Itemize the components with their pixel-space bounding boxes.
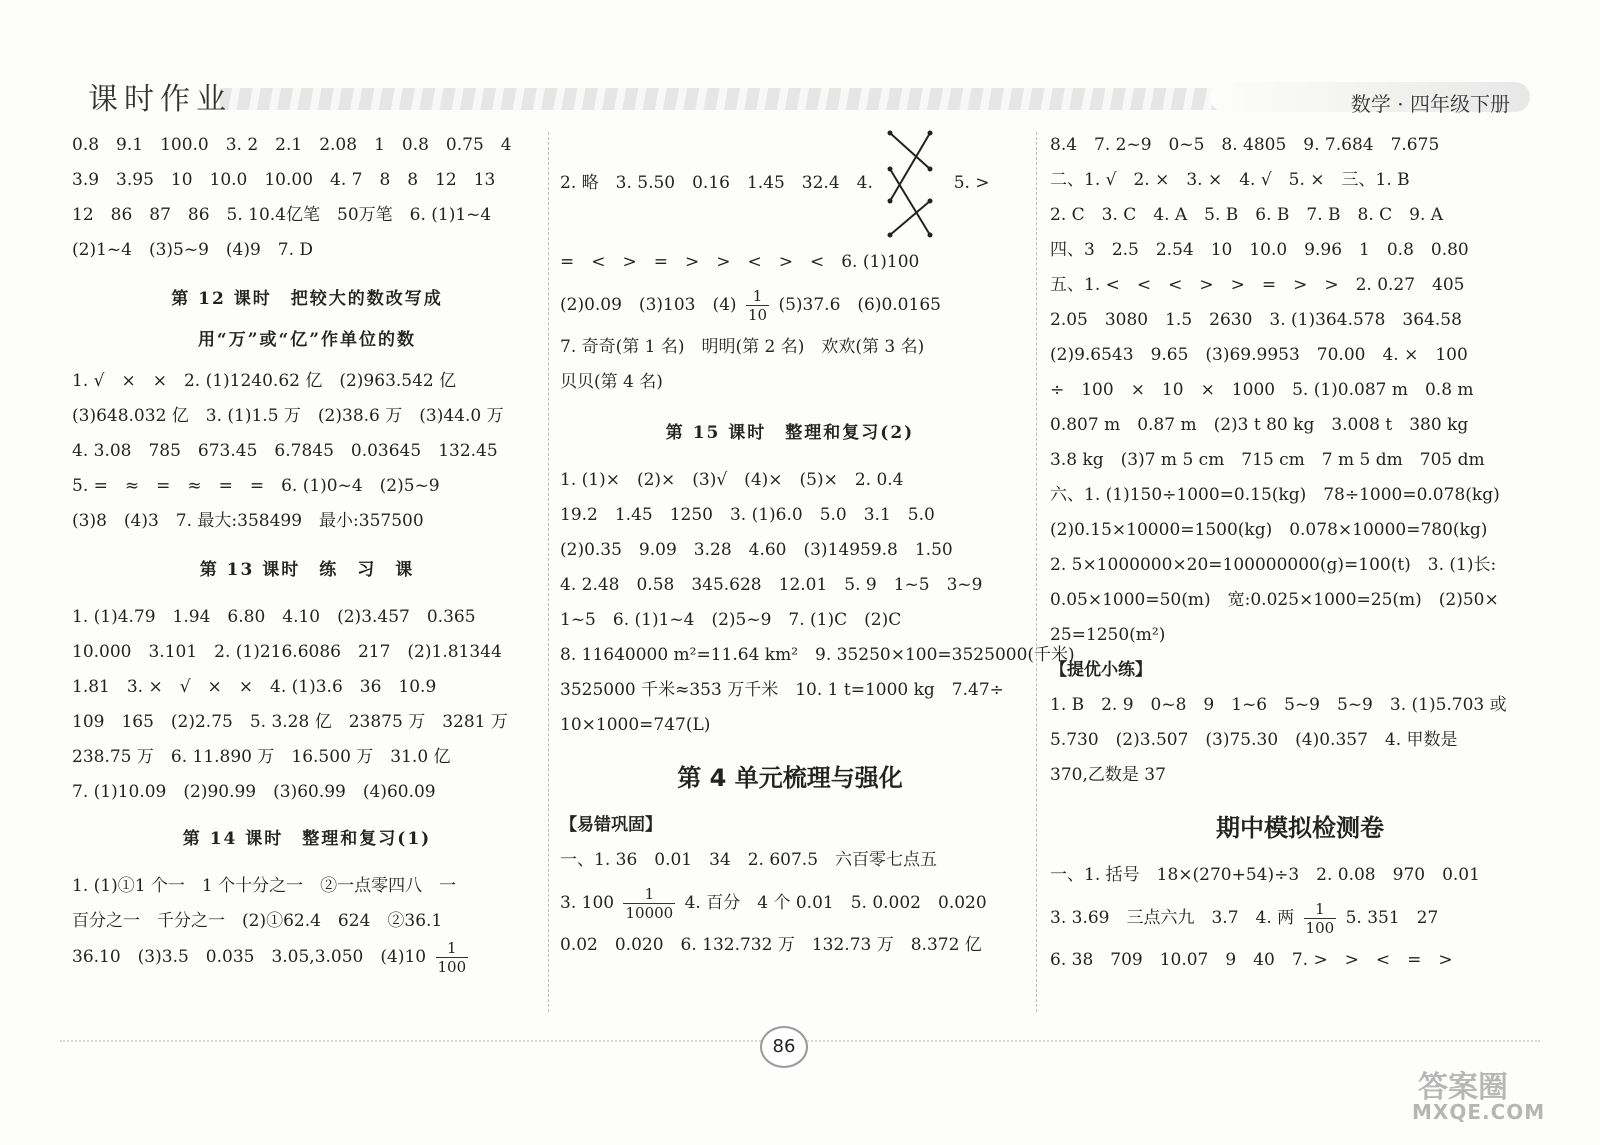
answer-text: 5. 351 27 <box>1345 908 1439 928</box>
answer-text: 3. 3.69 三点六九 3.7 4. 两 <box>1050 908 1295 928</box>
section-title: 第 14 课时 整理和复习(1) <box>182 829 432 849</box>
answer-line: 3.9 3.95 10 10.0 10.00 4. 7 8 8 12 13 <box>72 170 496 190</box>
answer-line: 二、1. √ 2. × 3. × 4. √ 5. × 三、1. B <box>1050 170 1410 190</box>
answer-line: 1. B 2. 9 0~8 9 1~6 5~9 5~9 3. (1)5.703 或 <box>1050 695 1507 715</box>
answer-line: 8. 11640000 m²=11.64 km² 9. 35250×100=3525000(千米) <box>560 644 1075 665</box>
answer-line: 4. 2.48 0.58 345.628 12.01 5. 9 1~5 3~9 <box>560 574 983 595</box>
answer-line: (3)648.032 亿 3. (1)1.5 万 (2)38.6 万 (3)44.0 万 <box>72 406 504 426</box>
fraction-numerator: 1 <box>436 939 469 958</box>
answer-line: (2)1~4 (3)5~9 (4)9 7. D <box>72 240 314 260</box>
unit-title: 第 4 单元梳理与强化 <box>677 763 903 792</box>
answer-column-1 <box>72 128 542 976</box>
answer-line <box>560 280 1020 330</box>
answer-text: 4. 百分 4 个 0.01 5. 0.002 0.020 <box>684 892 987 913</box>
answer-line: = < > = > > < > < 6. (1)100 <box>560 251 920 272</box>
fraction-denominator: 100 <box>1305 919 1335 937</box>
answer-line: 6. 38 709 10.07 9 40 7. > > < = > <box>1050 950 1453 970</box>
answer-line: 1. (1)4.79 1.94 6.80 4.10 (2)3.457 0.365 <box>72 607 476 627</box>
answer-line: 2. C 3. C 4. A 5. B 6. B 7. B 8. C 9. A <box>1050 205 1444 225</box>
answer-line: (2)9.6543 9.65 (3)69.9953 70.00 4. × 100 <box>1050 345 1468 365</box>
answer-line <box>1050 893 1550 943</box>
answer-line: 8.4 7. 2~9 0~5 8. 4805 9. 7.684 7.675 <box>1050 135 1440 155</box>
answer-line: 1. (1)①1 个一 1 个十分之一 ②一点零四八 一 <box>72 876 457 896</box>
fraction-denominator: 100 <box>437 958 467 976</box>
answer-text: 36.10 (3)3.5 0.035 3.05,3.050 (4)10 <box>72 947 427 967</box>
header-decorative-band <box>220 88 1320 110</box>
book-logo: 课时作业 <box>88 82 232 117</box>
subject-label: 数学 · 四年级下册 <box>1350 92 1510 116</box>
answer-line: 0.02 0.020 6. 132.732 万 132.73 万 8.372 亿 <box>560 934 982 955</box>
answer-line: 4. 3.08 785 673.45 6.7845 0.03645 132.45 <box>72 441 498 461</box>
answer-line: 12 86 87 86 5. 10.4亿笔 50万笔 6. (1)1~4 <box>72 205 492 225</box>
answer-line: ÷ 100 × 10 × 1000 5. (1)0.087 m 0.8 m <box>1050 380 1474 400</box>
answer-line: 10.000 3.101 2. (1)216.6086 217 (2)1.81344 <box>72 642 502 662</box>
answer-line <box>560 878 1020 928</box>
answer-line: 六、1. (1)150÷1000=0.15(kg) 78÷1000=0.078(kg) <box>1050 485 1500 505</box>
answer-line: (2)0.35 9.09 3.28 4.60 (3)14959.8 1.50 <box>560 539 953 560</box>
answer-line: 0.05×1000=50(m) 宽:0.025×1000=25(m) (2)50× <box>1050 590 1499 610</box>
answer-column-3 <box>1050 128 1550 978</box>
answer-line: 25=1250(m²) <box>1050 625 1166 645</box>
column-divider <box>548 132 549 1012</box>
answer-line: 四、3 2.5 2.54 10 10.0 9.96 1 0.8 0.80 <box>1050 240 1469 260</box>
answer-line: 五、1. < < < > > = > > 2. 0.27 405 <box>1050 275 1465 295</box>
subsection-tag: 【提优小练】 <box>1050 660 1152 680</box>
fraction-denominator: 10 <box>747 305 768 324</box>
answer-line: 0.807 m 0.87 m (2)3 t 80 kg 3.008 t 380 kg <box>1050 415 1469 435</box>
section-title: 用“万”或“亿”作单位的数 <box>197 330 417 350</box>
answer-line: 贝贝(第 4 名) <box>560 371 663 392</box>
answer-line: 238.75 万 6. 11.890 万 16.500 万 31.0 亿 <box>72 747 451 767</box>
answer-line: 1. √ × × 2. (1)1240.62 亿 (2)963.542 亿 <box>72 371 457 391</box>
fraction-denominator: 10000 <box>625 903 674 922</box>
answer-line: 1~5 6. (1)1~4 (2)5~9 7. (1)C (2)C <box>560 609 902 630</box>
answer-line <box>72 939 542 976</box>
watermark-logo: 答案圈 <box>1418 1070 1508 1105</box>
fraction-numerator: 1 <box>746 287 769 306</box>
answer-line: 3.8 kg (3)7 m 5 cm 715 cm 7 m 5 dm 705 dm <box>1050 450 1485 470</box>
column-divider <box>1036 132 1037 1012</box>
answer-line: 10×1000=747(L) <box>560 714 711 735</box>
answer-line <box>560 128 1020 239</box>
fraction <box>436 939 469 976</box>
answer-line: 7. (1)10.09 (2)90.99 (3)60.99 (4)60.09 <box>72 782 436 802</box>
answer-line: 7. 奇奇(第 1 名) 明明(第 2 名) 欢欢(第 3 名) <box>560 336 925 357</box>
section-title: 第 12 课时 把较大的数改写成 <box>171 289 443 309</box>
answer-line: 2.05 3080 1.5 2630 3. (1)364.578 364.58 <box>1050 310 1462 330</box>
answer-text: (5)37.6 (6)0.0165 <box>778 294 941 315</box>
subsection-tag: 【易错巩固】 <box>560 814 662 835</box>
answer-text: 5. > <box>953 173 990 193</box>
answer-line: 0.8 9.1 100.0 3. 2 2.1 2.08 1 0.8 0.75 4 <box>72 135 512 155</box>
section-title: 第 13 课时 练 习 课 <box>199 560 415 580</box>
answer-line: 3525000 千米≈353 万千米 10. 1 t=1000 kg 7.47÷ <box>560 679 1004 700</box>
exam-title: 期中模拟检测卷 <box>1216 814 1384 842</box>
answer-line: 19.2 1.45 1250 3. (1)6.0 5.0 3.1 5.0 <box>560 504 935 525</box>
answer-text: 3. 100 <box>560 892 615 913</box>
answer-line: 5.730 (2)3.507 (3)75.30 (4)0.357 4. 甲数是 <box>1050 730 1458 750</box>
answer-column-2 <box>560 128 1075 963</box>
page-number: 86 <box>760 1026 808 1068</box>
answer-line: 一、1. 括号 18×(270+54)÷3 2. 0.08 970 0.01 <box>1050 865 1480 885</box>
answer-line: 2. 5×1000000×20=100000000(g)=100(t) 3. (1)长: <box>1050 555 1497 575</box>
page-header <box>0 0 1600 125</box>
answer-line: 5. = ≈ = ≈ = = 6. (1)0~4 (2)5~9 <box>72 476 440 496</box>
section-title: 第 15 课时 整理和复习(2) <box>665 422 915 443</box>
answer-text: (2)0.09 (3)103 (4) <box>560 294 737 315</box>
answer-line: 百分之一 千分之一 (2)①62.4 624 ②36.1 <box>72 911 443 931</box>
answer-line: 1.81 3. × √ × × 4. (1)3.6 36 10.9 <box>72 677 437 697</box>
fraction-numerator: 1 <box>1304 900 1337 919</box>
answer-line: 109 165 (2)2.75 5. 3.28 亿 23875 万 3281 万 <box>72 712 508 732</box>
fraction <box>746 287 769 324</box>
answer-line: (3)8 (4)3 7. 最大:358499 最小:357500 <box>72 511 424 531</box>
fraction-numerator: 1 <box>623 885 675 904</box>
answer-line: (2)0.15×10000=1500(kg) 0.078×10000=780(kg) <box>1050 520 1488 540</box>
answer-text: 2. 略 3. 5.50 0.16 1.45 32.4 4. <box>560 173 873 193</box>
fraction <box>1304 900 1337 937</box>
answer-line: 1. (1)× (2)× (3)√ (4)× (5)× 2. 0.4 <box>560 469 904 490</box>
fraction <box>623 885 675 922</box>
answer-line: 370,乙数是 37 <box>1050 765 1166 785</box>
matching-lines-diagram <box>878 129 948 239</box>
answer-line: 一、1. 36 0.01 34 2. 607.5 六百零七点五 <box>560 849 938 870</box>
watermark-url: MXQE.COM <box>1412 1100 1546 1124</box>
